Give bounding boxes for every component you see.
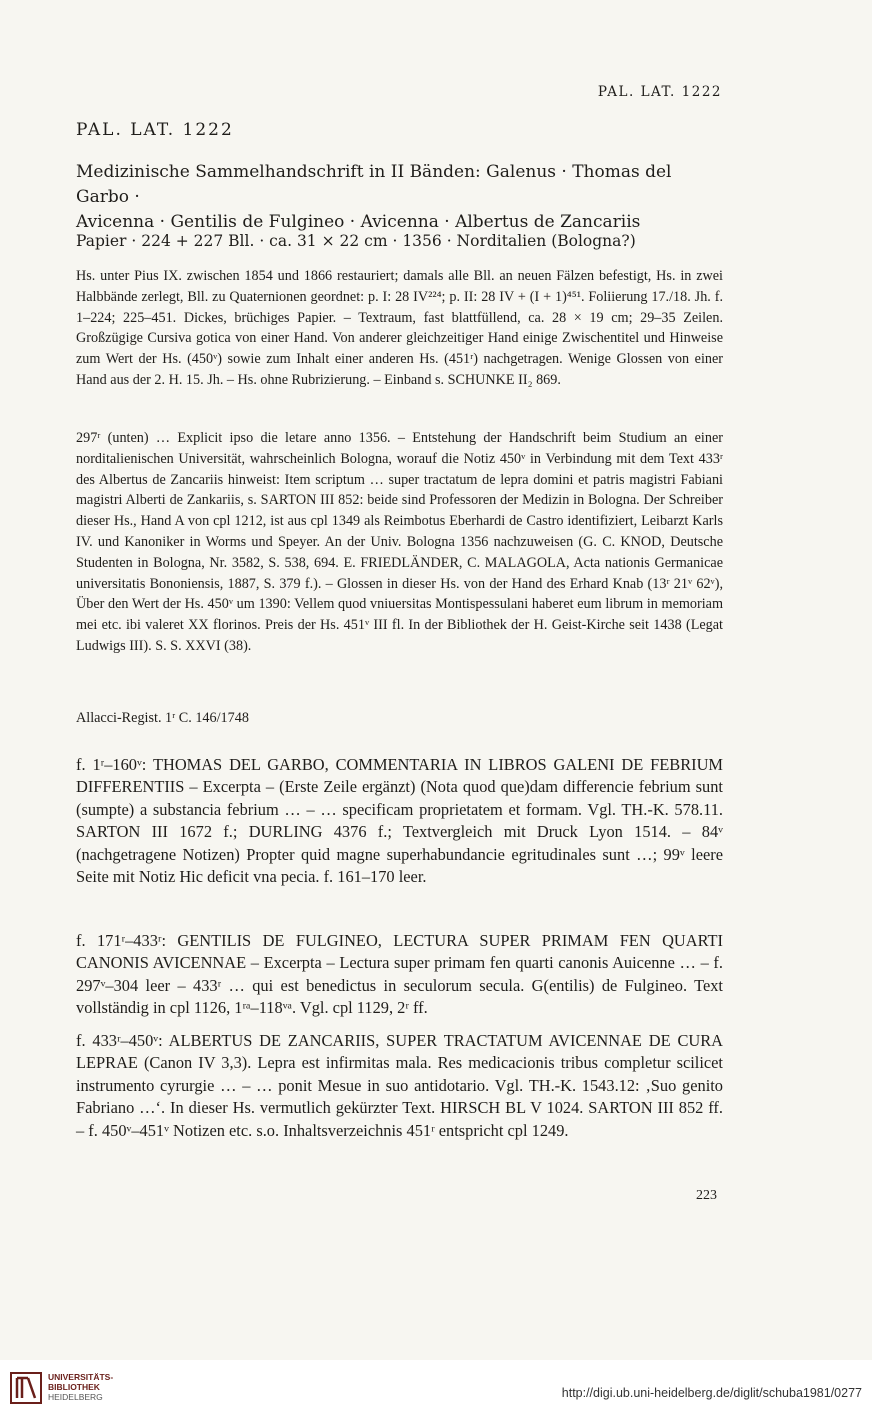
content-entry-1 bbox=[76, 754, 723, 888]
library-name bbox=[48, 1372, 113, 1402]
running-head: PAL. LAT. 1222 bbox=[597, 84, 722, 100]
title-line-2: Avicenna · Gentilis de Fulgineo · Avicenna · Albertus de Zancariis bbox=[76, 212, 641, 232]
title-line-1: Medizinische Sammelhandschrift in II Bänden: Galenus · Thomas del Garbo · bbox=[76, 162, 672, 207]
codicology-paragraph bbox=[76, 266, 723, 391]
library-logo-icon bbox=[10, 1372, 42, 1404]
paragraph-text: Hs. unter Pius IX. zwischen 1854 und 1866 restauriert; damals alle Bll. an neuen Fälzen befestigt, Hs. in zwei Halbbände zerlegt, Bll. zu Quaternionen geordnet: p. I: 28 IV²²⁴; p. II: 28 IV + (I + 1)⁴⁵¹. Foliierung 17./18. Jh. f. 1–224; 225–451. Dickes, brüchiges Papier. – Textraum, fast blattfüllend, ca. 28 × 19 cm; 29–35 Zeilen. Großzügige Cursiva gotica von einer Hand. Von anderer gleichzeitiger Hand einige Zwischentitel und Hinweise zum Wert der Hs. (450ᵛ) sowie zum Inhalt einer anderen Hs. (451ʳ) nachgetragen. Wenige Glossen von einer Hand aus der 2. H. 15. Jh. – Hs. ohne Rubrizierung. – Einband s. SCHUNKE II₂ 869. bbox=[76, 268, 723, 388]
content-entry-3 bbox=[76, 1030, 723, 1142]
paragraph-text: f. 1ʳ–160ᵛ: THOMAS DEL GARBO, COMMENTARIA IN LIBROS GALENI DE FEBRIUM DIFFERENTIIS – Excerpta – (Erste Zeile ergänzt) (Nota quod que)dam differencie febrium sunt (sumpte) a substancia febrium … – … specificam proprietatem et formam. Vgl. TH.-K. 578.11. SARTON III 1672 f.; DURLING 4376 f.; Textvergleich mit Druck Lyon 1514. – 84ᵛ (nachgetragene Notizen) Propter quid magne superhabundancie egritudinales sunt …; 99ᵛ leere Seite mit Notiz Hic deficit vna pecia. f. 161–170 leer. bbox=[76, 755, 723, 887]
paragraph-text: 297ʳ (unten) … Explicit ipso die letare anno 1356. – Entstehung der Handschrift beim Studium an einer norditalienischen Universität, wahrscheinlich Bologna, worauf die Notiz 450ᵛ in Verbindung mit dem Text 433ʳ des Albertus de Zancariis hinweist: Item scriptum … super tractatum de lepra domini et patris magistri Fabiani magistri Alberti de Zankariis, s. SARTON III 852: beide sind Professoren der Medizin in Bologna. Der Schreiber dieser Hs., Hand A von cpl 1212, ist aus cpl 1349 als Reimbotus Eberhardi de Castro identifiziert, Leibarzt Karls IV. und Kanoniker in Worms und Speyer. An der Univ. Bologna 1356 nachzuweisen (G. C. KNOD, Deutsche Studenten in Bologna, Nr. 3582, S. 538, 694. E. FRIEDLÄNDER, C. MALAGOLA, Acta nationis Germanicae universitatis Bononiensis, 1887, S. 379 f.). – Glossen in dieser Hs. von der Hand des Erhard Knab (13ʳ 21ᵛ 62ᵛ), Über den Wert der Hs. 450ᵛ um 1390: Vellem quod vniuersitas Montispessulani haberet eum librum in memoriam mei etc. ibi valeret XX florinos. Preis der Hs. 451ᵛ III fl. In der Bibliothek der H. Geist-Kirche seit 1438 (Legat Ludwigs III). S. S. XXVI (38). bbox=[76, 430, 723, 654]
shelfmark-heading: PAL. LAT. 1222 bbox=[76, 120, 234, 140]
paragraph-text: f. 171ʳ–433ʳ: GENTILIS DE FULGINEO, LECTURA SUPER PRIMAM FEN QUARTI CANONIS AVICENNAE – Excerpta – Lectura super primam fen quarti canonis Auicenne … – f. 297ᵛ–304 leer – 433ʳ … qui est benedictus in seculorum secula. G(entilis) de Fulgineo. Text vollständig in cpl 1126, 1ʳᵃ–118ᵛᵃ. Vgl. cpl 1129, 2ʳ ff. bbox=[76, 931, 723, 1018]
page-url-link[interactable]: http://digi.ub.uni-heidelberg.de/diglit/schuba1981/0277 bbox=[561, 1386, 862, 1400]
library-name-line-2: BIBLIOTHEK bbox=[48, 1382, 100, 1392]
page-number: 223 bbox=[696, 1188, 717, 1203]
footer-bar bbox=[0, 1360, 872, 1425]
content-entry-2 bbox=[76, 930, 723, 1020]
paragraph-text: f. 433ʳ–450ᵛ: ALBERTUS DE ZANCARIIS, SUPER TRACTATUM AVICENNAE DE CURA LEPRAE (Canon IV 3,3). Lepra est infirmitas mala. Res medicacionis tribus completur scilicet instrumento cyrurgie … – … ponit Mesue in suo antidotario. Vgl. TH.-K. 1543.12: ‚Suo genito Fabriano …‘. In dieser Hs. vermutlich gekürzter Text. HIRSCH BL V 1024. SARTON III 852 ff. – f. 450ᵛ–451ᵛ Notizen etc. s.o. Inhaltsverzeichnis 451ʳ entspricht cpl 1249. bbox=[76, 1031, 723, 1140]
physical-description: Papier · 224 + 227 Bll. · ca. 31 × 22 cm · 1356 · Norditalien (Bologna?) bbox=[76, 232, 636, 250]
allacci-register bbox=[76, 708, 723, 729]
paragraph-text: Allacci-Regist. 1ʳ C. 146/1748 bbox=[76, 710, 249, 726]
manuscript-title bbox=[76, 160, 726, 235]
history-paragraph bbox=[76, 428, 723, 657]
library-name-line-1: UNIVERSITÄTS- bbox=[48, 1372, 114, 1382]
library-name-line-3: HEIDELBERG bbox=[48, 1392, 103, 1402]
